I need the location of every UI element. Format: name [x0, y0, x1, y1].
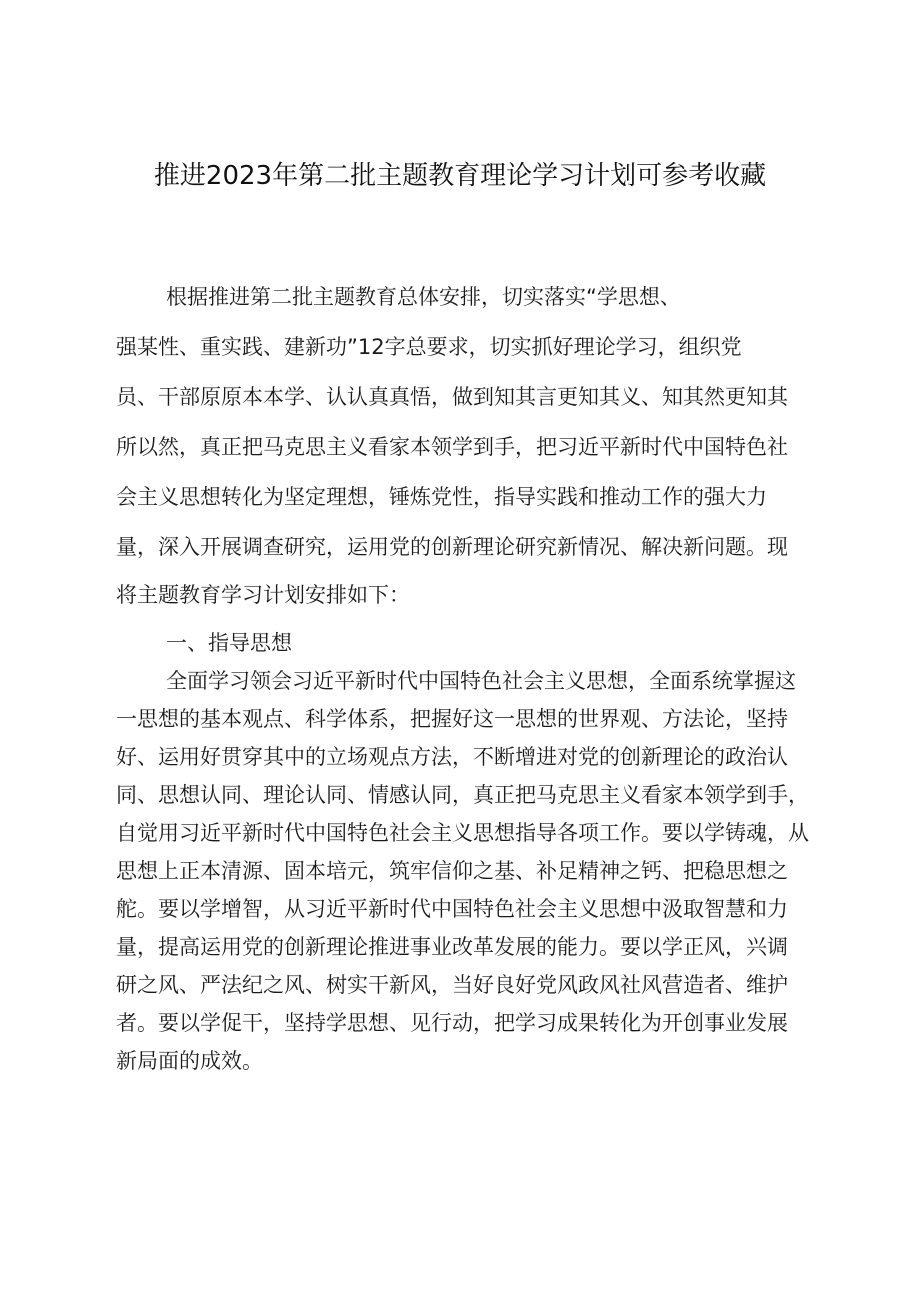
intro-line-2: 强某性、重实践、建新功”12字总要求，切实抓好理论学习，组织党: [116, 335, 742, 359]
intro-line-7: 将主题教育学习计划安排如下：: [116, 583, 410, 607]
body-line-10: 者。要以学促干，坚持学思想、见行动，把学习成果转化为开创事业发展: [116, 1011, 788, 1035]
intro-line-6: 量，深入开展调查研究，运用党的创新理论研究新情况、解决新问题。现: [116, 535, 788, 559]
body-line-6: 思想上正本清源、固本培元，筑牢信仰之基、补足精神之钙、把稳思想之: [116, 859, 788, 883]
section-heading: 一、指导思想: [166, 631, 292, 655]
body-line-1: 全面学习领会习近平新时代中国特色社会主义思想，全面系统掌握这: [166, 669, 796, 693]
intro-line-5: 会主义思想转化为坚定理想，锤炼党性，指导实践和推动工作的强大力: [116, 485, 767, 509]
body-line-7: 舵。要以学增智，从习近平新时代中国特色社会主义思想中汲取智慧和力: [116, 897, 788, 921]
body-line-11: 新局面的成效。: [116, 1049, 263, 1073]
body-line-3: 好、运用好贯穿其中的立场观点方法，不断增进对党的创新理论的政治认: [116, 745, 788, 769]
document-title: 推进2023年第二批主题教育理论学习计划可参考收藏: [153, 161, 767, 191]
body-line-9: 研之风、严法纪之风、树实干新风，当好良好党风政风社风营造者、维护: [116, 973, 788, 997]
intro-line-3: 员、干部原原本本学、认认真真悟，做到知其言更知其义、知其然更知其: [116, 385, 788, 409]
body-line-8: 量，提高运用党的创新理论推进事业改革发展的能力。要以学正风，兴调: [116, 935, 788, 959]
intro-line-4: 所以然，真正把马克思主义看家本领学到手，把习近平新时代中国特色社: [116, 435, 788, 459]
body-line-2: 一思想的基本观点、科学体系，把握好这一思想的世界观、方法论，坚持: [116, 707, 788, 731]
body-line-4: 同、思想认同、理论认同、情感认同，真正把马克思主义看家本领学到手，: [116, 783, 809, 807]
intro-line-1: 根据推进第二批主题教育总体安排，切实落实“学思想、: [166, 285, 681, 309]
body-line-5: 自觉用习近平新时代中国特色社会主义思想指导各项工作。要以学铸魂，从: [116, 821, 809, 845]
